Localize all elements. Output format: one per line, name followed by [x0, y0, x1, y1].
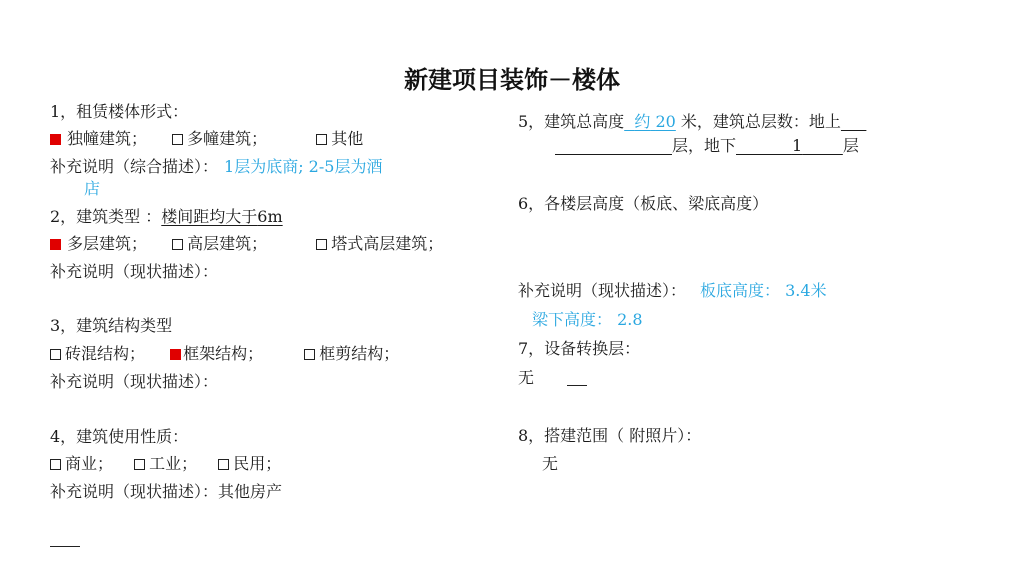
- building-height-value: 约 20: [634, 112, 676, 131]
- unchecked-box-icon: [50, 349, 61, 360]
- page-title: 新建项目装饰－楼体: [404, 66, 620, 94]
- section-2-heading: 2，建筑类型 ：楼间距均大于6m: [50, 207, 283, 226]
- section-5-line-1: 5，建筑总高度 约 20 米，建筑总层数：地上: [518, 111, 866, 133]
- note-value: 其他房产: [218, 482, 283, 501]
- option-frame-shear[interactable]: 框剪结构；: [304, 344, 399, 363]
- building-spacing-note: 楼间距均大于6m: [161, 207, 283, 226]
- option-industrial[interactable]: 工业；: [134, 454, 197, 473]
- section-3-options: [50, 343, 399, 365]
- unchecked-box-icon: [218, 459, 229, 470]
- section-1-options: [50, 128, 363, 150]
- section-5-line-2: 层，地下 1 层: [555, 135, 859, 157]
- option-tower-highrise[interactable]: 塔式高层建筑；: [316, 234, 443, 253]
- underground-floors-value: 1: [791, 136, 803, 155]
- checked-box-icon: [50, 134, 61, 145]
- unchecked-box-icon: [50, 459, 61, 470]
- section-4-heading: 4，建筑使用性质：: [50, 427, 189, 446]
- above-ground-floors-blank-2: [555, 136, 672, 155]
- section-3-note: 补充说明（现状描述）：: [50, 372, 219, 391]
- unchecked-box-icon: [304, 349, 315, 360]
- section-4-options: [50, 453, 281, 475]
- option-civil[interactable]: 民用；: [218, 454, 281, 473]
- underline-mark: [567, 385, 587, 386]
- option-highrise[interactable]: 高层建筑；: [172, 234, 267, 253]
- section-3-heading: 3，建筑结构类型: [50, 316, 173, 335]
- unchecked-box-icon: [134, 459, 145, 470]
- option-other[interactable]: 其他: [316, 129, 363, 148]
- section-7-heading: 7，设备转换层：: [518, 339, 641, 358]
- section-4-note: 补充说明（现状描述）：其他房产: [50, 482, 283, 501]
- unchecked-box-icon: [172, 239, 183, 250]
- note-value-continued: 店: [84, 179, 101, 198]
- unchecked-box-icon: [172, 134, 183, 145]
- option-multistory[interactable]: 多层建筑；: [50, 234, 147, 253]
- section-1-note: [50, 156, 382, 178]
- option-detached-building[interactable]: 独幢建筑；: [50, 129, 147, 148]
- unchecked-box-icon: [316, 239, 327, 250]
- checked-box-icon: [170, 349, 181, 360]
- beam-height: 梁下高度： 2.8: [532, 310, 643, 329]
- divider-line: [50, 546, 80, 547]
- note-value: 1层为底商; 2-5层为酒: [224, 157, 383, 176]
- note-label: 补充说明（综合描述）：: [50, 157, 219, 176]
- section-2-note: 补充说明（现状描述）：: [50, 262, 219, 281]
- section-6-heading: 6，各楼层高度（板底、梁底高度）: [518, 194, 769, 213]
- slab-height: 板底高度： 3.4米: [700, 281, 827, 300]
- option-frame[interactable]: 框架结构；: [170, 344, 263, 363]
- section-2-options: [50, 233, 443, 255]
- section-8-heading: 8，搭建范围（ 附照片）：: [518, 426, 702, 445]
- section-8-value: 无: [542, 454, 559, 473]
- unchecked-box-icon: [316, 134, 327, 145]
- option-commercial[interactable]: 商业；: [50, 454, 113, 473]
- section-6-note: 补充说明（现状描述）： 板底高度： 3.4米: [518, 281, 827, 300]
- above-ground-floors-blank: [841, 112, 866, 131]
- option-multi-building[interactable]: 多幢建筑；: [172, 129, 267, 148]
- section-7-value: 无: [518, 368, 535, 387]
- checked-box-icon: [50, 239, 61, 250]
- option-brick-concrete[interactable]: 砖混结构；: [50, 344, 145, 363]
- section-1-heading: 1，租赁楼体形式：: [50, 102, 189, 121]
